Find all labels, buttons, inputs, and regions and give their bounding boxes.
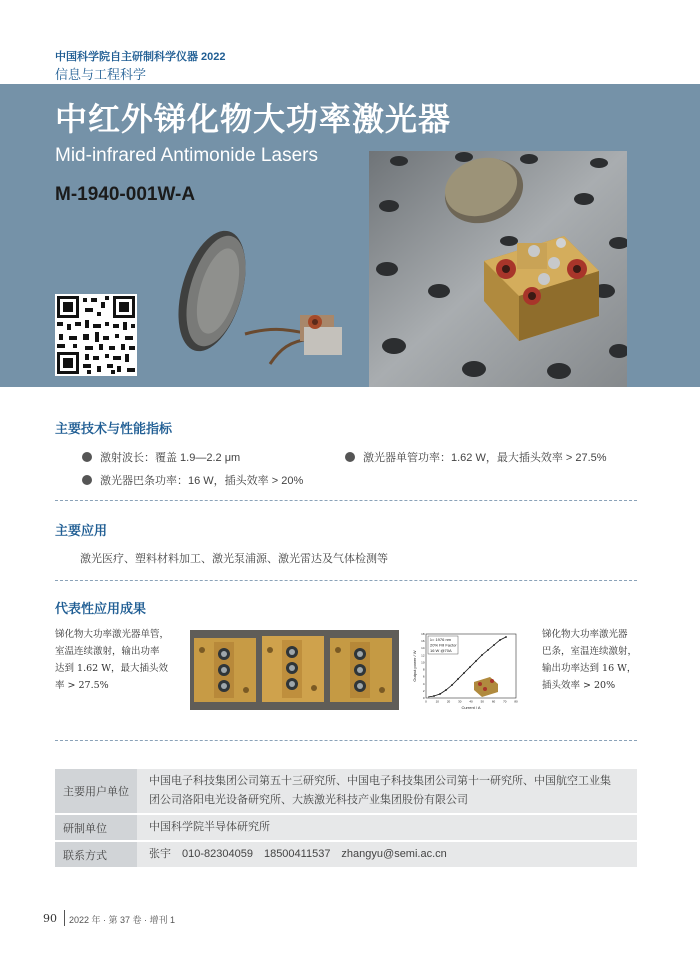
coin-and-laser-chip-image — [170, 229, 355, 379]
x-tick-label: 0 — [425, 699, 427, 704]
qr-code-icon[interactable] — [55, 294, 137, 376]
x-tick-label: 20 — [446, 699, 451, 704]
specs-heading: 主要技术与性能指标 — [55, 421, 173, 436]
table-key: 研制单位 — [55, 814, 137, 841]
series-title: 中国科学院自主研制科学仪器 2022 — [55, 51, 226, 63]
contact-info: 张宇 010-82304059 18500411537 zhangyu@semi.ac.cn — [149, 848, 447, 860]
table-row — [55, 769, 637, 814]
x-tick-label: 70 — [503, 699, 507, 704]
y-tick-label: 4 — [422, 681, 425, 686]
issue-info: 2022 年 · 第 37 卷 · 增刊 1 — [69, 915, 176, 925]
spec-item — [82, 449, 240, 465]
page-title: 中红外锑化物大功率激光器 — [55, 101, 452, 137]
y-tick-label: 6 — [422, 674, 425, 679]
section-divider — [55, 500, 637, 501]
x-tick-label: 50 — [480, 699, 484, 704]
bullet-dot-icon — [82, 475, 92, 485]
info-table — [55, 769, 637, 869]
power-current-curve-figure — [412, 628, 522, 713]
table-key: 主要用户单位 — [55, 769, 137, 814]
applications-text: 激光医疗、塑料材料加工、激光泵浦源、激光雷达及气体检测等 — [80, 553, 388, 565]
table-row — [55, 841, 637, 868]
bullet-dot-icon — [345, 452, 355, 462]
result-single-emitter-text: 锑化物大功率激光器单管， 室温连续激射，输出功率 达到 1.62 W，最大插头效 率 > 27.5% — [55, 629, 170, 691]
table-value: 中国电子科技集团公司第五十三研究所、中国电子科技集团公司第十一研究所、中国航空工业集 团公司洛阳电光设备研究所、大族激光科技产业集团股份有限公司 — [137, 769, 637, 814]
x-tick-label: 80 — [514, 699, 518, 704]
y-tick-label: 16 — [421, 639, 425, 644]
table-row — [55, 814, 637, 841]
y-tick-label: 2 — [422, 688, 425, 693]
english-title: Mid-infrared Antimonide Lasers — [55, 145, 318, 166]
x-tick-label: 10 — [435, 699, 439, 704]
laser-device-photo — [369, 151, 627, 387]
spec-item — [345, 449, 607, 465]
figure-legend-line: 20% Fill Factor — [430, 642, 457, 648]
y-tick-label: 14 — [421, 646, 425, 651]
spec-item — [82, 472, 303, 488]
applications-heading: 主要应用 — [55, 523, 108, 538]
page-number: 90 — [43, 912, 57, 925]
x-tick-label: 60 — [491, 699, 496, 704]
spec-text: 激光器巴条功率：16 W，插头效率 > 20% — [100, 475, 304, 487]
y-tick-label: 0 — [422, 696, 425, 700]
x-tick-label: 30 — [458, 699, 462, 704]
laser-bar-modules-photo — [190, 630, 399, 710]
section-divider — [55, 740, 637, 741]
figure-legend-line: 16 W @70A — [430, 648, 452, 653]
table-value: 中国科学院半导体研究所 — [137, 814, 637, 841]
table-key: 联系方式 — [55, 841, 137, 868]
footer-divider — [64, 910, 65, 926]
figure-legend-line: λ= 1976 nm — [430, 637, 452, 642]
result-bar-text: 锑化物大功率激光器 巴条，室温连续激射， 输出功率达到 16 W， 插头效率 > 20% — [542, 629, 638, 691]
model-number: M-1940-001W-A — [55, 184, 196, 205]
spec-text: 激光器单管功率：1.62 W，最大插头效率 > 27.5% — [363, 452, 607, 464]
table-value — [137, 841, 637, 868]
y-tick-label: 10 — [421, 660, 425, 665]
x-tick-label: 40 — [469, 699, 473, 704]
spec-text: 激射波长：覆盖 1.9—2.2 μm — [100, 452, 241, 464]
figure-y-label: Output power / W — [412, 650, 417, 682]
category-title: 信息与工程科学 — [55, 67, 147, 82]
y-tick-label: 8 — [422, 667, 425, 672]
title-banner — [0, 84, 700, 387]
y-tick-label: 12 — [421, 653, 425, 658]
figure-x-label: Current / A — [461, 705, 481, 710]
section-divider — [55, 580, 637, 581]
y-tick-label: 18 — [421, 632, 425, 636]
results-heading: 代表性应用成果 — [55, 601, 147, 616]
bullet-dot-icon — [82, 452, 92, 462]
